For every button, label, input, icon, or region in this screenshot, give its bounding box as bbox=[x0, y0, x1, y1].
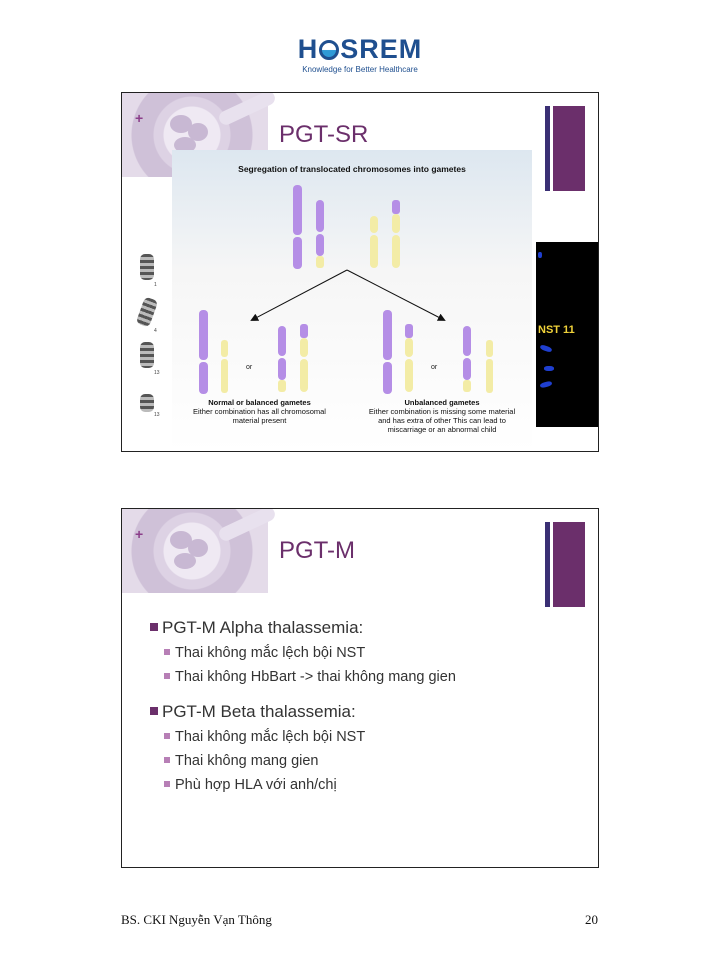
square-bullet-icon bbox=[150, 707, 158, 715]
square-bullet-icon bbox=[164, 733, 170, 739]
bullet-text: Thai không mắc lệch bội NST bbox=[175, 729, 366, 745]
bullet-level2 bbox=[164, 751, 590, 771]
caption-unbalanced-text: Either combination is missing some material and has extra of other This can lead to miscarriage or an abnormal child bbox=[368, 407, 516, 434]
embryo-image bbox=[122, 509, 268, 593]
accent-bars bbox=[545, 522, 585, 607]
karyotype-label: 13 bbox=[154, 412, 160, 418]
bullet-list bbox=[150, 617, 590, 799]
bullet-level2 bbox=[164, 667, 590, 687]
hosrem-logo bbox=[0, 34, 720, 74]
bullet-text: Thai không mang gien bbox=[175, 753, 319, 769]
karyotype-thumbnails bbox=[132, 246, 172, 421]
plus-icon: + bbox=[135, 526, 144, 542]
bullet-level1 bbox=[150, 617, 590, 639]
slide-title: PGT-M bbox=[279, 537, 355, 564]
panel-label: NST 11 bbox=[538, 324, 575, 336]
caption-balanced-text: Either combination has all chromosomal material present bbox=[193, 407, 326, 425]
bullet-text: Phù hợp HLA với anh/chị bbox=[175, 777, 337, 793]
page-number: 20 bbox=[585, 912, 598, 927]
footer-author: BS. CKI Nguyễn Vạn Thông bbox=[121, 912, 272, 927]
logo-tagline: Knowledge for Better Healthcare bbox=[302, 65, 418, 74]
slide-pgt-m bbox=[121, 508, 599, 868]
bullet-level2 bbox=[164, 727, 590, 747]
figure-title: Segregation of translocated chromosomes into gametes bbox=[238, 164, 466, 174]
slide-title: PGT-SR bbox=[279, 121, 369, 148]
square-bullet-icon bbox=[164, 673, 170, 679]
or-label: or bbox=[246, 364, 253, 371]
square-bullet-icon bbox=[150, 623, 158, 631]
globe-icon bbox=[319, 40, 339, 60]
logo-wordmark: H SREM bbox=[297, 34, 423, 64]
caption-balanced bbox=[182, 398, 337, 425]
bullet-text: PGT-M Alpha thalassemia: bbox=[162, 618, 364, 637]
karyotype-label: 4 bbox=[154, 328, 157, 334]
bullet-level2 bbox=[164, 643, 590, 663]
bullet-text: Thai không mắc lệch bội NST bbox=[175, 645, 366, 661]
segregation-diagram bbox=[172, 150, 532, 452]
or-label: or bbox=[431, 364, 438, 371]
slide-pgt-sr bbox=[121, 92, 599, 452]
karyotype-label: 1 bbox=[154, 282, 157, 288]
plus-icon: + bbox=[135, 110, 144, 126]
bullet-level1 bbox=[150, 701, 590, 723]
square-bullet-icon bbox=[164, 757, 170, 763]
caption-balanced-title: Normal or balanced gametes bbox=[208, 398, 311, 407]
caption-unbalanced bbox=[364, 398, 520, 434]
square-bullet-icon bbox=[164, 781, 170, 787]
accent-bars bbox=[545, 106, 585, 191]
bullet-text: Thai không HbBart -> thai không mang gien bbox=[175, 669, 456, 685]
bullet-level2 bbox=[164, 775, 590, 795]
caption-unbalanced-title: Unbalanced gametes bbox=[404, 398, 480, 407]
karyotype-label: 13 bbox=[154, 370, 160, 376]
square-bullet-icon bbox=[164, 649, 170, 655]
bullet-text: PGT-M Beta thalassemia: bbox=[162, 702, 356, 721]
fish-image-panel bbox=[536, 242, 598, 427]
